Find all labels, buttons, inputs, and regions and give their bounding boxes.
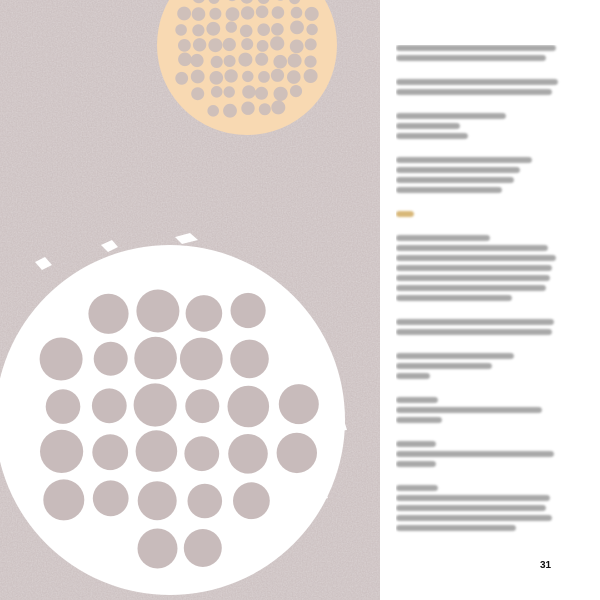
texture-dot bbox=[291, 7, 303, 19]
text-line bbox=[396, 265, 552, 271]
texture-dot bbox=[92, 388, 127, 423]
texture-dot bbox=[193, 38, 206, 51]
texture-dot bbox=[279, 384, 319, 424]
text-line bbox=[396, 45, 556, 51]
texture-dot bbox=[184, 529, 222, 567]
texture-dot bbox=[209, 8, 221, 20]
texture-dot bbox=[224, 86, 235, 97]
texture-dot bbox=[207, 105, 219, 117]
texture-dot bbox=[271, 69, 284, 82]
texture-dot bbox=[94, 342, 128, 376]
page-number: 31 bbox=[540, 560, 552, 571]
texture-dot bbox=[273, 55, 287, 69]
texture-dot bbox=[134, 337, 177, 380]
text-line bbox=[396, 245, 548, 251]
texture-dot bbox=[258, 71, 270, 83]
texture-dot bbox=[190, 54, 203, 67]
heading-marker bbox=[396, 211, 414, 217]
text-line bbox=[396, 461, 436, 467]
texture-dot bbox=[242, 71, 253, 82]
texture-dot bbox=[233, 482, 270, 519]
texture-dot bbox=[270, 36, 284, 50]
texture-dot bbox=[224, 69, 237, 82]
texture-dot bbox=[271, 100, 285, 114]
texture-dot bbox=[271, 23, 284, 36]
texture-dot bbox=[93, 480, 129, 516]
texture-dot bbox=[288, 54, 302, 68]
texture-dot bbox=[290, 85, 302, 97]
texture-dot bbox=[185, 389, 219, 423]
texture-dot bbox=[186, 295, 223, 332]
text-line bbox=[396, 515, 552, 521]
texture-dot bbox=[272, 6, 285, 19]
texture-dot bbox=[175, 24, 187, 36]
text-line bbox=[396, 235, 490, 241]
texture-dot bbox=[257, 40, 269, 52]
texture-dot bbox=[40, 338, 83, 381]
text-paragraph bbox=[396, 353, 572, 379]
texture-dot bbox=[223, 104, 237, 118]
texture-dot bbox=[188, 484, 223, 519]
texture-dot bbox=[177, 7, 191, 21]
text-line bbox=[396, 525, 516, 531]
texture-dot bbox=[138, 481, 177, 520]
texture-dot bbox=[175, 72, 188, 85]
text-paragraph bbox=[396, 441, 572, 467]
texture-dot bbox=[208, 38, 222, 52]
texture-dot bbox=[92, 434, 128, 470]
text-paragraph bbox=[396, 235, 572, 301]
texture-dot bbox=[180, 338, 223, 381]
text-paragraph bbox=[396, 319, 572, 335]
text-line bbox=[396, 441, 436, 447]
text-line bbox=[396, 407, 542, 413]
texture-dot bbox=[304, 69, 318, 83]
texture-dot bbox=[192, 7, 206, 21]
texture-dot bbox=[255, 87, 268, 100]
text-paragraph bbox=[396, 79, 572, 95]
texture-dot bbox=[228, 386, 270, 428]
texture-dot bbox=[136, 430, 178, 472]
texture-dot bbox=[231, 293, 266, 328]
text-line bbox=[396, 133, 468, 139]
texture-dot bbox=[255, 53, 268, 66]
text-paragraph bbox=[396, 397, 572, 423]
text-paragraph bbox=[396, 45, 572, 61]
texture-dot bbox=[206, 22, 220, 36]
texture-dot bbox=[184, 436, 219, 471]
text-line bbox=[396, 113, 506, 119]
texture-dot bbox=[241, 6, 254, 19]
texture-dot bbox=[241, 102, 254, 115]
texture-dot bbox=[211, 86, 223, 98]
texture-dot bbox=[43, 479, 84, 520]
texture-dot bbox=[257, 23, 270, 36]
texture-dot bbox=[224, 55, 236, 67]
text-line bbox=[396, 167, 520, 173]
text-paragraph bbox=[396, 113, 572, 139]
texture-dot bbox=[88, 294, 128, 334]
texture-dot bbox=[134, 383, 177, 426]
texture-dot bbox=[40, 430, 83, 473]
body-text-column bbox=[396, 45, 572, 555]
text-line bbox=[396, 157, 532, 163]
text-line bbox=[396, 187, 502, 193]
text-line bbox=[396, 255, 556, 261]
text-line bbox=[396, 123, 460, 129]
texture-dot bbox=[306, 24, 317, 35]
text-line bbox=[396, 55, 546, 61]
texture-dot bbox=[259, 103, 271, 115]
texture-dot bbox=[305, 7, 319, 21]
text-line bbox=[396, 329, 552, 335]
text-line bbox=[396, 505, 546, 511]
texture-dot bbox=[228, 434, 268, 474]
text-line bbox=[396, 89, 552, 95]
text-line bbox=[396, 353, 514, 359]
texture-dot bbox=[223, 38, 236, 51]
texture-dot bbox=[226, 7, 240, 21]
texture-dot bbox=[287, 70, 301, 84]
texture-dot bbox=[274, 87, 288, 101]
texture-dot bbox=[277, 433, 317, 473]
text-line bbox=[396, 417, 442, 423]
text-line bbox=[396, 373, 430, 379]
texture-dot bbox=[136, 290, 179, 333]
texture-dot bbox=[240, 25, 253, 38]
text-line bbox=[396, 397, 438, 403]
texture-dot bbox=[305, 38, 317, 50]
texture-dot bbox=[304, 56, 316, 68]
text-line bbox=[396, 495, 550, 501]
texture-dot bbox=[138, 529, 178, 569]
texture-dot bbox=[230, 340, 269, 379]
text-line bbox=[396, 79, 558, 85]
texture-dot bbox=[191, 87, 204, 100]
texture-dot bbox=[238, 53, 252, 67]
texture-dot bbox=[191, 70, 205, 84]
texture-dot bbox=[211, 56, 223, 68]
texture-dot bbox=[290, 21, 304, 35]
texture-dot bbox=[256, 6, 269, 19]
texture-dot bbox=[241, 38, 253, 50]
text-line bbox=[396, 363, 492, 369]
text-paragraph bbox=[396, 157, 572, 193]
text-line bbox=[396, 451, 554, 457]
text-line bbox=[396, 275, 550, 281]
text-line bbox=[396, 319, 554, 325]
texture-dot bbox=[290, 40, 304, 54]
texture-dot bbox=[178, 39, 191, 52]
text-line bbox=[396, 295, 512, 301]
text-line bbox=[396, 485, 438, 491]
texture-dot bbox=[46, 389, 81, 424]
texture-dot bbox=[226, 21, 237, 32]
texture-dot bbox=[210, 71, 224, 85]
texture-dot bbox=[242, 85, 255, 98]
text-paragraph bbox=[396, 485, 572, 531]
texture-dot bbox=[178, 53, 192, 67]
texture-dot bbox=[192, 24, 204, 36]
text-line bbox=[396, 285, 546, 291]
text-line bbox=[396, 177, 514, 183]
